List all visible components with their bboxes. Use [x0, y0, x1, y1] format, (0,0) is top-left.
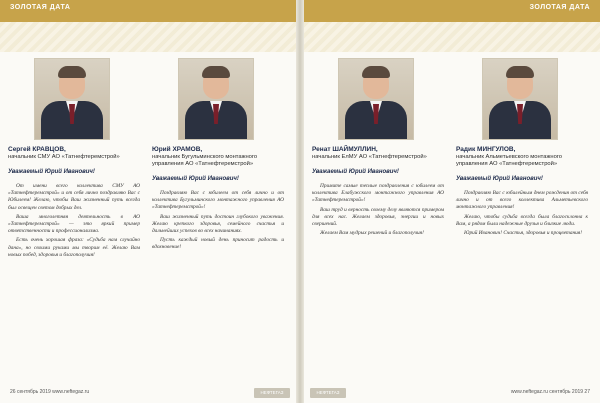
body-paragraph: Ваш жизненный путь достоин глубокого уважения. Желаю крепкого здоровья, семейного счастья и дальнейших успехов во всех начинаниях.: [152, 213, 284, 235]
body-paragraph: Юрий Иванович! Счастья, здоровья и процветания!: [464, 230, 583, 237]
body-paragraph: Поздравляю Вас с юбилеем от себя лично и от коллектива Бугульминского монтажного управления АО «Татнефтеремстрой»!: [152, 190, 284, 211]
greeting-body: [312, 183, 444, 237]
greeting-body: [8, 183, 140, 259]
publisher-logo: НЕФТЕГАЗ: [254, 388, 290, 398]
body-paragraph: Желаем Вам мудрых решений и благополучия!: [320, 230, 424, 237]
section-title: ЗОЛОТАЯ ДАТА: [10, 4, 71, 11]
person-role: начальник Бугульминского монтажного управления АО «Татнефтеремстрой»: [152, 154, 258, 167]
person-name: Ренат ШАЙМУЛЛИН,: [312, 146, 378, 153]
page-footer: 26 сентябрь 2019 www.neftegaz.ru: [10, 389, 90, 395]
greeting-heading: Уважаемый Юрий Иванович!: [312, 169, 399, 175]
portrait-photo: [178, 58, 254, 140]
body-paragraph: Пусть каждый новый день приносит радость и вдохновение!: [152, 237, 284, 251]
greeting-heading: Уважаемый Юрий Иванович!: [456, 176, 543, 182]
person-name: Юрий ХРАМОВ,: [152, 146, 203, 153]
greeting-card: [312, 58, 444, 239]
greeting-heading: Уважаемый Юрий Иванович!: [152, 176, 239, 182]
body-paragraph: Поздравляю Вас с юбилейным днем рождения от себя лично и от всего коллектива Альметьевского монтажного управления!: [456, 190, 588, 211]
body-paragraph: Ваш труд и верность своему делу являются примером для всех нас. Желаем здоровья, энергии и новых свершений.: [312, 206, 444, 228]
publisher-logo: НЕФТЕГАЗ: [310, 388, 346, 398]
person-name: Радик МИНГУЛОВ,: [456, 146, 516, 153]
greeting-card: [152, 58, 284, 254]
portrait-photo: [482, 58, 558, 140]
header-ornament: [0, 22, 296, 52]
person-role: начальник ЕлМУ АО «Татнефтеремстрой»: [312, 154, 427, 160]
portrait-photo: [338, 58, 414, 140]
person-name: Сергей КРАВЦОВ,: [8, 146, 66, 153]
greeting-card: [456, 58, 588, 239]
body-paragraph: Есть очень хорошая фраза: «Судьба нам случайно дана», но своими руками мы творим её. Желаю Вам новых побед, здоровья и благополучия!: [8, 237, 140, 258]
greeting-body: [456, 190, 588, 237]
header-ornament: [304, 22, 600, 52]
body-paragraph: Ваша многолетняя деятельность в АО «Татнефтеремстрой» — это яркий пример ответственности и профессионализма.: [8, 213, 140, 235]
person-role: начальник Альметьевского монтажного управления АО «Татнефтеремстрой»: [456, 154, 563, 167]
greeting-body: [152, 190, 284, 252]
page-footer: www.neftegaz.ru сентябрь 2019 27: [510, 389, 590, 395]
left-page: [0, 0, 296, 403]
greeting-heading: Уважаемый Юрий Иванович!: [8, 169, 95, 175]
spine-gutter: [296, 0, 304, 403]
section-title: ЗОЛОТАЯ ДАТА: [529, 4, 590, 11]
body-paragraph: Желаю, чтобы судьба всегда была благосклонна к Вам, а рядом были надежные друзья и близкие люди.: [456, 213, 588, 227]
greeting-card: [8, 58, 140, 261]
portrait-photo: [34, 58, 110, 140]
person-role: начальник СМУ АО «Татнефтеремстрой»: [8, 154, 120, 160]
body-paragraph: Примите самые теплые поздравления с юбилеем от коллектива Елабужского монтажного управления АО «Татнефтеремстрой»!: [312, 183, 444, 204]
body-paragraph: От имени всего коллектива СМУ АО «Татнефтеремстрой» и от себя лично поздравляю Вас с Юбилеем! Желаю, чтобы Ваш жизненный путь всегда был освещен светом добрых дел.: [8, 183, 140, 211]
right-page: [304, 0, 600, 403]
